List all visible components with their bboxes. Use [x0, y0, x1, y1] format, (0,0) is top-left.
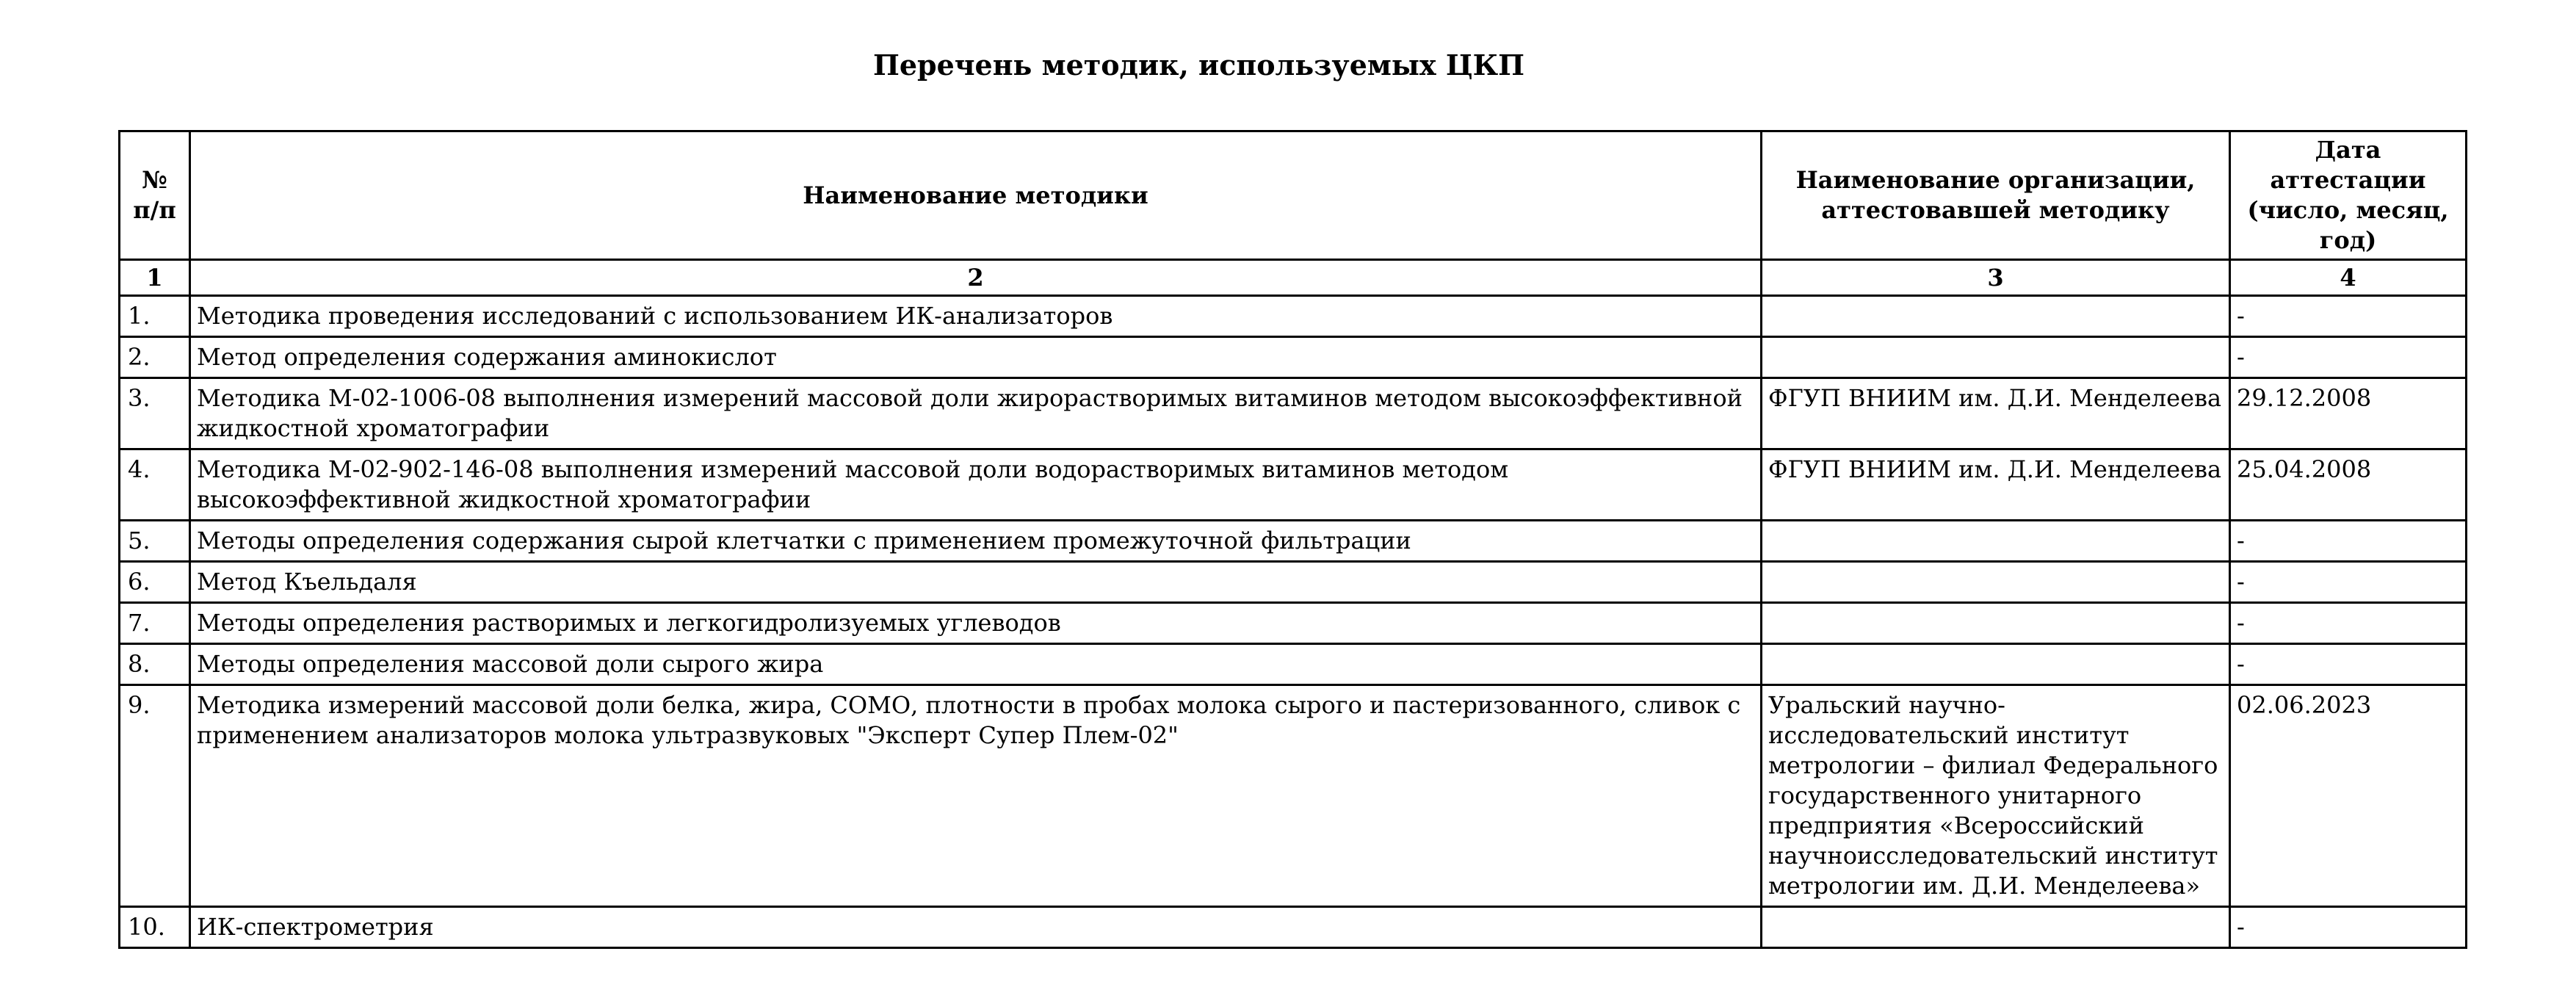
row-number: 6. [120, 562, 190, 603]
organization: ФГУП ВНИИМ им. Д.И. Менделеева [1762, 378, 2230, 449]
row-number: 9. [120, 685, 190, 907]
row-number: 3. [120, 378, 190, 449]
method-name: Методика М-02-1006-08 выполнения измерений массовой доли жирорастворимых витаминов методом высокоэффективной жидкостной хроматографии [190, 378, 1762, 449]
row-number: 1. [120, 296, 190, 337]
table-row [120, 644, 2467, 685]
table-row [120, 562, 2467, 603]
column-number-row [120, 260, 2467, 296]
organization [1762, 603, 2230, 644]
header-method-name: Наименование методики [190, 131, 1762, 260]
certification-date: - [2230, 296, 2467, 337]
certification-date: 25.04.2008 [2230, 449, 2467, 521]
row-number: 7. [120, 603, 190, 644]
method-name: Методы определения массовой доли сырого жира [190, 644, 1762, 685]
row-number: 5. [120, 521, 190, 562]
column-number: 4 [2230, 260, 2467, 296]
row-number: 10. [120, 907, 190, 948]
table-row [120, 337, 2467, 378]
methods-table [118, 130, 2467, 949]
method-name: Методика М-02-902-146-08 выполнения измерений массовой доли водорастворимых витаминов методом высокоэффективной жидкостной хроматографии [190, 449, 1762, 521]
certification-date: - [2230, 562, 2467, 603]
row-number: 8. [120, 644, 190, 685]
column-number: 2 [190, 260, 1762, 296]
header-certification-date: Дата аттестации (число, месяц, год) [2230, 131, 2467, 260]
method-name: Методы определения растворимых и легкогидролизуемых углеводов [190, 603, 1762, 644]
organization [1762, 521, 2230, 562]
header-organization: Наименование организации, аттестовавшей методику [1762, 131, 2230, 260]
organization: ФГУП ВНИИМ им. Д.И. Менделеева [1762, 449, 2230, 521]
method-name: Метод Къельдаля [190, 562, 1762, 603]
header-num: № п/п [120, 131, 190, 260]
page-title: Перечень методик, используемых ЦКП [872, 48, 1525, 82]
organization [1762, 562, 2230, 603]
table-row [120, 603, 2467, 644]
table-row [120, 449, 2467, 521]
organization: Уральский научно-исследовательский институт метрологии – филиал Федерального государственного унитарного предприятия «Всероссийский научноисследовательский институт метрологии им. Д.И. Менделеева» [1762, 685, 2230, 907]
column-number: 3 [1762, 260, 2230, 296]
certification-date: - [2230, 521, 2467, 562]
table-row [120, 907, 2467, 948]
column-number: 1 [120, 260, 190, 296]
row-number: 2. [120, 337, 190, 378]
table-row [120, 685, 2467, 907]
table-row [120, 296, 2467, 337]
certification-date: 02.06.2023 [2230, 685, 2467, 907]
table-row [120, 521, 2467, 562]
method-name: ИК-спектрометрия [190, 907, 1762, 948]
certification-date: - [2230, 907, 2467, 948]
method-name: Методы определения содержания сырой клетчатки с применением промежуточной фильтрации [190, 521, 1762, 562]
organization [1762, 644, 2230, 685]
certification-date: 29.12.2008 [2230, 378, 2467, 449]
organization [1762, 296, 2230, 337]
header-row [120, 131, 2467, 260]
certification-date: - [2230, 603, 2467, 644]
organization [1762, 337, 2230, 378]
method-name: Методика проведения исследований с использованием ИК-анализаторов [190, 296, 1762, 337]
organization [1762, 907, 2230, 948]
certification-date: - [2230, 644, 2467, 685]
method-name: Метод определения содержания аминокислот [190, 337, 1762, 378]
table-row [120, 378, 2467, 449]
method-name: Методика измерений массовой доли белка, жира, СОМО, плотности в пробах молока сырого и пастеризованного, сливок с применением анализаторов молока ультразвуковых "Эксперт Супер Плем-02" [190, 685, 1762, 907]
certification-date: - [2230, 337, 2467, 378]
row-number: 4. [120, 449, 190, 521]
